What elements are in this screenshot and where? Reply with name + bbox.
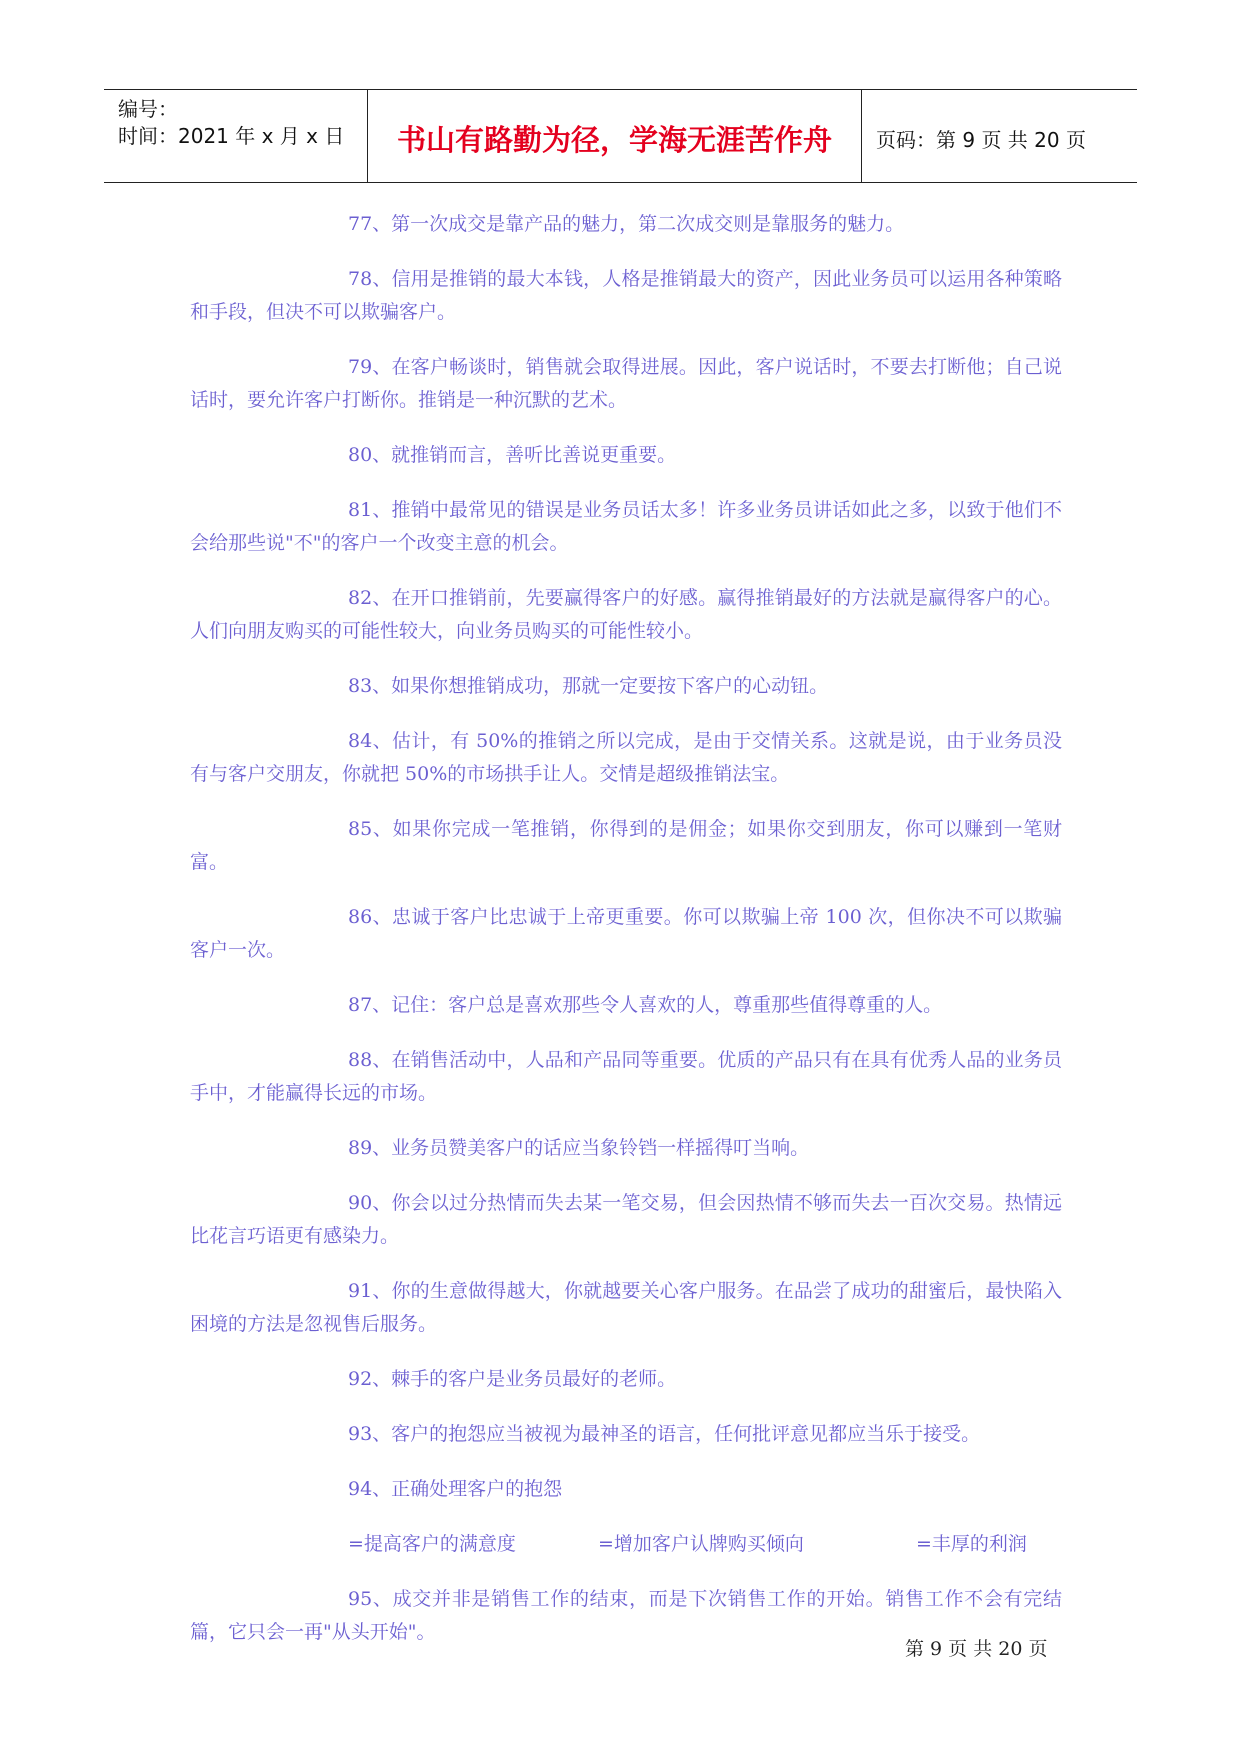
- paragraph-85: 85、如果你完成一笔推销，你得到的是佣金；如果你交到朋友，你可以赚到一笔财富。: [190, 818, 1062, 873]
- paragraph-77: 77、第一次成交是靠产品的魅力，第二次成交则是靠服务的魅力。: [348, 213, 905, 235]
- paragraph-93: 93、客户的抱怨应当被视为最神圣的语言，任何批评意见都应当乐于接受。: [348, 1423, 981, 1445]
- paragraph-81: 81、推销中最常见的错误是业务员话太多！许多业务员讲话如此之多，以致于他们不会给那些说"不"的客户一个改变主意的机会。: [190, 499, 1062, 554]
- paragraph-82: 82、在开口推销前，先要赢得客户的好感。赢得推销最好的方法就是赢得客户的心。人们向朋友购买的可能性较大，向业务员购买的可能性较小。: [190, 587, 1062, 642]
- paragraph-91: 91、你的生意做得越大，你就越要关心客户服务。在品尝了成功的甜蜜后，最快陷入困境的方法是忽视售后服务。: [190, 1280, 1062, 1335]
- paragraph-84: 84、估计，有 50%的推销之所以完成，是由于交情关系。这就是说，由于业务员没有与客户交朋友，你就把 50%的市场拱手让人。交情是超级推销法宝。: [190, 730, 1062, 785]
- paragraph-95: 95、成交并非是销售工作的结束，而是下次销售工作的开始。销售工作不会有完结篇，它只会一再"从头开始"。: [190, 1588, 1062, 1643]
- paragraph-94: 94、正确处理客户的抱怨: [348, 1478, 563, 1500]
- paragraph-78: 78、信用是推销的最大本钱，人格是推销最大的资产，因此业务员可以运用各种策略和手段，但决不可以欺骗客户。: [190, 268, 1062, 323]
- benefit-brand-loyalty: =增加客户认牌购买倾向: [598, 1533, 804, 1555]
- header-page-number: 页码：第 9 页 共 20 页: [876, 128, 1086, 152]
- page-footer: 第 9 页 共 20 页: [905, 1638, 1048, 1660]
- benefit-satisfaction: =提高客户的满意度: [348, 1533, 516, 1555]
- paragraph-80: 80、就推销而言，善听比善说更重要。: [348, 444, 677, 466]
- header-page-cell: [862, 90, 1137, 182]
- header-info-cell: [104, 90, 368, 182]
- header-motto-cell: [368, 90, 862, 182]
- header-motto: 书山有路勤为径，学海无涯苦作舟: [396, 123, 832, 157]
- paragraph-92: 92、棘手的客户是业务员最好的老师。: [348, 1368, 677, 1390]
- paragraph-88: 88、在销售活动中，人品和产品同等重要。优质的产品只有在具有优秀人品的业务员手中，才能赢得长远的市场。: [190, 1049, 1062, 1104]
- document-time-label: 时间：2021 年 x 月 x 日: [118, 124, 345, 148]
- paragraph-89: 89、业务员赞美客户的话应当象铃铛一样摇得叮当响。: [348, 1137, 810, 1159]
- complaint-benefits-line: [190, 1528, 1062, 1561]
- paragraph-90: 90、你会以过分热情而失去某一笔交易，但会因热情不够而失去一百次交易。热情远比花言巧语更有感染力。: [190, 1192, 1062, 1247]
- document-header: [104, 89, 1137, 183]
- paragraph-83: 83、如果你想推销成功，那就一定要按下客户的心动钮。: [348, 675, 829, 697]
- paragraph-86: 86、忠诚于客户比忠诚于上帝更重要。你可以欺骗上帝 100 次，但你决不可以欺骗客户一次。: [190, 906, 1062, 961]
- document-body: [190, 208, 1062, 1671]
- paragraph-79: 79、在客户畅谈时，销售就会取得进展。因此，客户说话时，不要去打断他；自己说话时，要允许客户打断你。推销是一种沉默的艺术。: [190, 356, 1062, 411]
- document-code-label: 编号：: [118, 97, 178, 121]
- paragraph-87: 87、记住：客户总是喜欢那些令人喜欢的人，尊重那些值得尊重的人。: [348, 994, 943, 1016]
- benefit-profit: =丰厚的利润: [916, 1533, 1027, 1555]
